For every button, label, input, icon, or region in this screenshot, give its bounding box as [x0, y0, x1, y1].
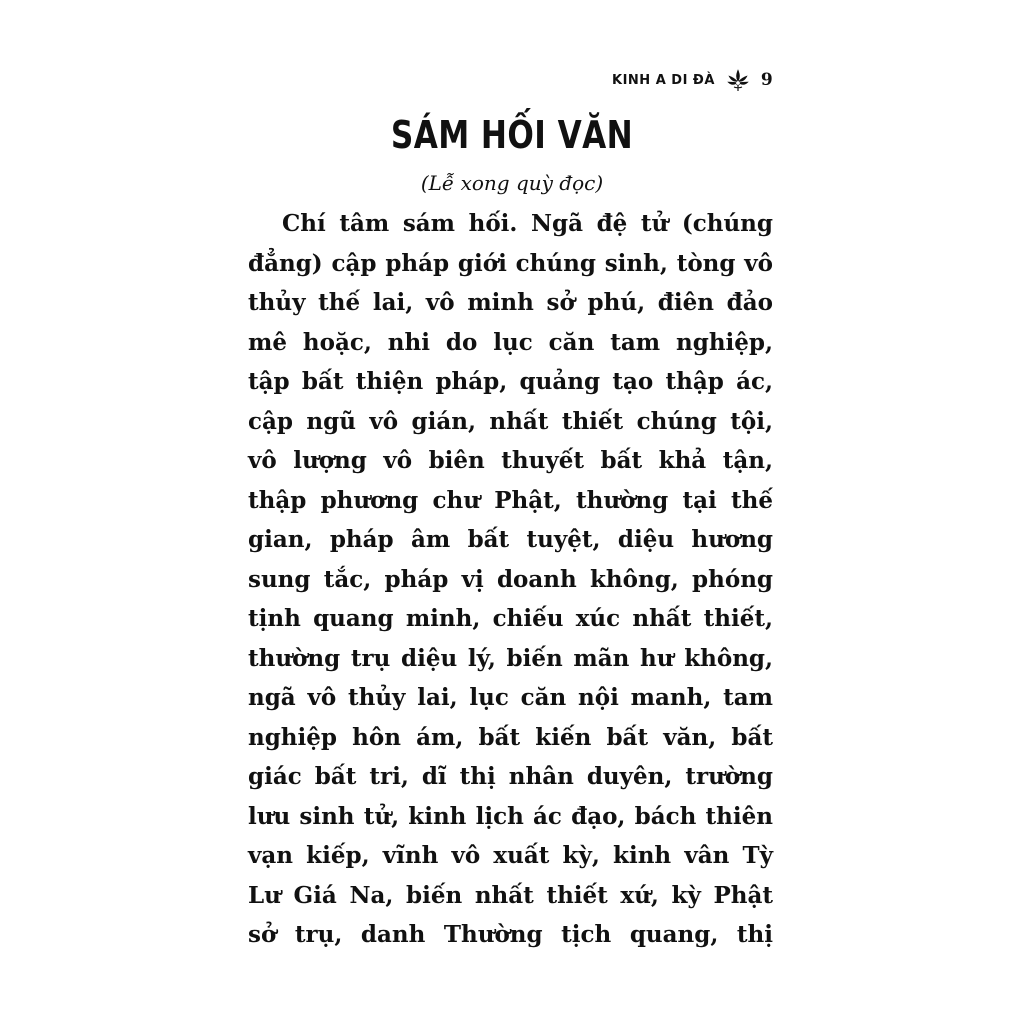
page-header [612, 64, 773, 96]
page-number: 9 [760, 70, 773, 90]
text-line: vạn kiếp, vĩnh vô xuất kỳ, kinh vân Tỳ [248, 842, 773, 869]
body-text [248, 204, 773, 955]
text-line: thập phương chư Phật, thường tại thế [248, 486, 773, 514]
section-title: SÁM HỐI VĂN [390, 113, 634, 157]
running-title: KINH A DI ĐÀ [612, 72, 715, 88]
text-line: tịnh quang minh, chiếu xúc nhất thiết, [248, 605, 773, 632]
text-line: mê hoặc, nhi do lục căn tam nghiệp, [248, 328, 773, 356]
lotus-ornament-icon [725, 67, 751, 93]
section-subtitle: (Lễ xong quỳ đọc) [420, 171, 604, 195]
text-line: sở trụ, danh Thường tịch quang, thị [248, 921, 773, 948]
text-line: giác bất tri, dĩ thị nhân duyên, trường [248, 763, 773, 790]
text-line: tập bất thiện pháp, quảng tạo thập ác, [248, 368, 773, 395]
text-line: Chí tâm sám hối. Ngã đệ tử (chúng [282, 210, 773, 237]
text-line: vô lượng vô biên thuyết bất khả tận, [248, 447, 773, 474]
text-line: đẳng) cập pháp giới chúng sinh, tòng vô [248, 249, 773, 277]
text-line: ngã vô thủy lai, lục căn nội manh, tam [248, 684, 773, 711]
text-line: nghiệp hôn ám, bất kiến bất văn, bất [248, 723, 773, 751]
text-line: lưu sinh tử, kinh lịch ác đạo, bách thiên [248, 802, 773, 830]
text-line: thường trụ diệu lý, biến mãn hư không, [248, 644, 773, 672]
text-line: sung tắc, pháp vị doanh không, phóng [248, 565, 773, 593]
text-line: cập ngũ vô gián, nhất thiết chúng tội, [248, 407, 773, 435]
text-line: gian, pháp âm bất tuyệt, diệu hương [248, 526, 773, 553]
text-line: thủy thế lai, vô minh sở phú, điên đảo [248, 289, 773, 316]
text-line: Lư Giá Na, biến nhất thiết xứ, kỳ Phật [248, 881, 773, 909]
